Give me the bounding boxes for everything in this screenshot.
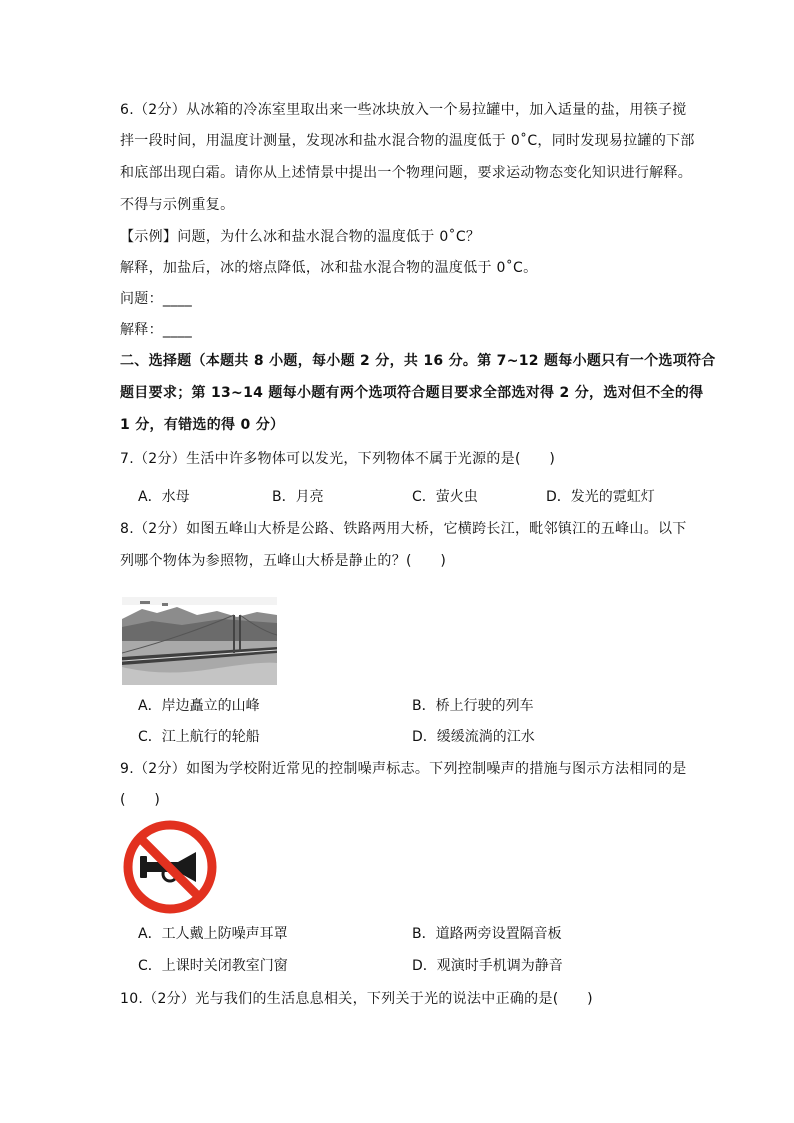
q7-option-d: D．发光的霓虹灯 [546,489,655,505]
no-honking-sign-icon [122,818,218,916]
q9-option-c: C．上课时关闭教室门窗 [138,958,288,974]
section2-line-1: 二、选择题（本题共 8 小题，每小题 2 分，共 16 分。第 7~12 题每小题只有一个选项符合 [120,353,716,369]
q8-option-c: C．江上航行的轮船 [138,729,260,745]
q8-line-1: 8.（2分）如图五峰山大桥是公路、铁路两用大桥，它横跨长江，毗邻镇江的五峰山。以下 [120,521,687,537]
q7-stem: 7.（2分）生活中许多物体可以发光，下列物体不属于光源的是( ) [120,451,556,467]
q6-line-2: 拌一段时间，用温度计测量，发现冰和盐水混合物的温度低于 0˚C，同时发现易拉罐的下部 [120,133,695,149]
q6-answer-blank: 解释：____ [120,322,193,338]
q6-line-4: 不得与示例重复。 [120,197,235,213]
section2-line-3: 1 分，有错选的得 0 分） [120,417,285,433]
q8-option-b: B．桥上行驶的列车 [412,698,534,714]
q9-option-d: D．观演时手机调为静音 [412,958,563,974]
bridge-photo [122,597,277,685]
q7-option-c: C．萤火虫 [412,489,478,505]
q6-example-answer: 解释，加盐后，冰的熔点降低，冰和盐水混合物的温度低于 0˚C。 [120,260,538,276]
q8-option-d: D．缓缓流淌的江水 [412,729,535,745]
q8-line-2: 列哪个物体为参照物，五峰山大桥是静止的？( ) [120,553,447,569]
q8-option-a: A．岸边矗立的山峰 [138,698,260,714]
q6-line-3: 和底部出现白霜。请你从上述情景中提出一个物理问题，要求运动物态变化知识进行解释。 [120,165,692,181]
q6-example-question: 【示例】问题，为什么冰和盐水混合物的温度低于 0˚C？ [120,229,481,245]
q10-stem: 10.（2分）光与我们的生活息息相关，下列关于光的说法中正确的是( ) [120,991,593,1007]
q9-line-2: ( ) [120,792,161,808]
q9-line-1: 9.（2分）如图为学校附近常见的控制噪声标志。下列控制噪声的措施与图示方法相同的是 [120,761,687,777]
q9-option-b: B．道路两旁设置隔音板 [412,926,562,942]
section2-line-2: 题目要求；第 13~14 题每小题有两个选项符合题目要求全部选对得 2 分，选对但不全的得 [120,385,704,401]
q9-option-a: A．工人戴上防噪声耳罩 [138,926,288,942]
q6-line-1: 6.（2分）从冰箱的冷冻室里取出来一些冰块放入一个易拉罐中，加入适量的盐，用筷子搅 [120,102,687,118]
q6-question-blank: 问题：____ [120,291,193,307]
q7-option-b: B．月亮 [272,489,324,505]
q7-option-a: A．水母 [138,489,190,505]
